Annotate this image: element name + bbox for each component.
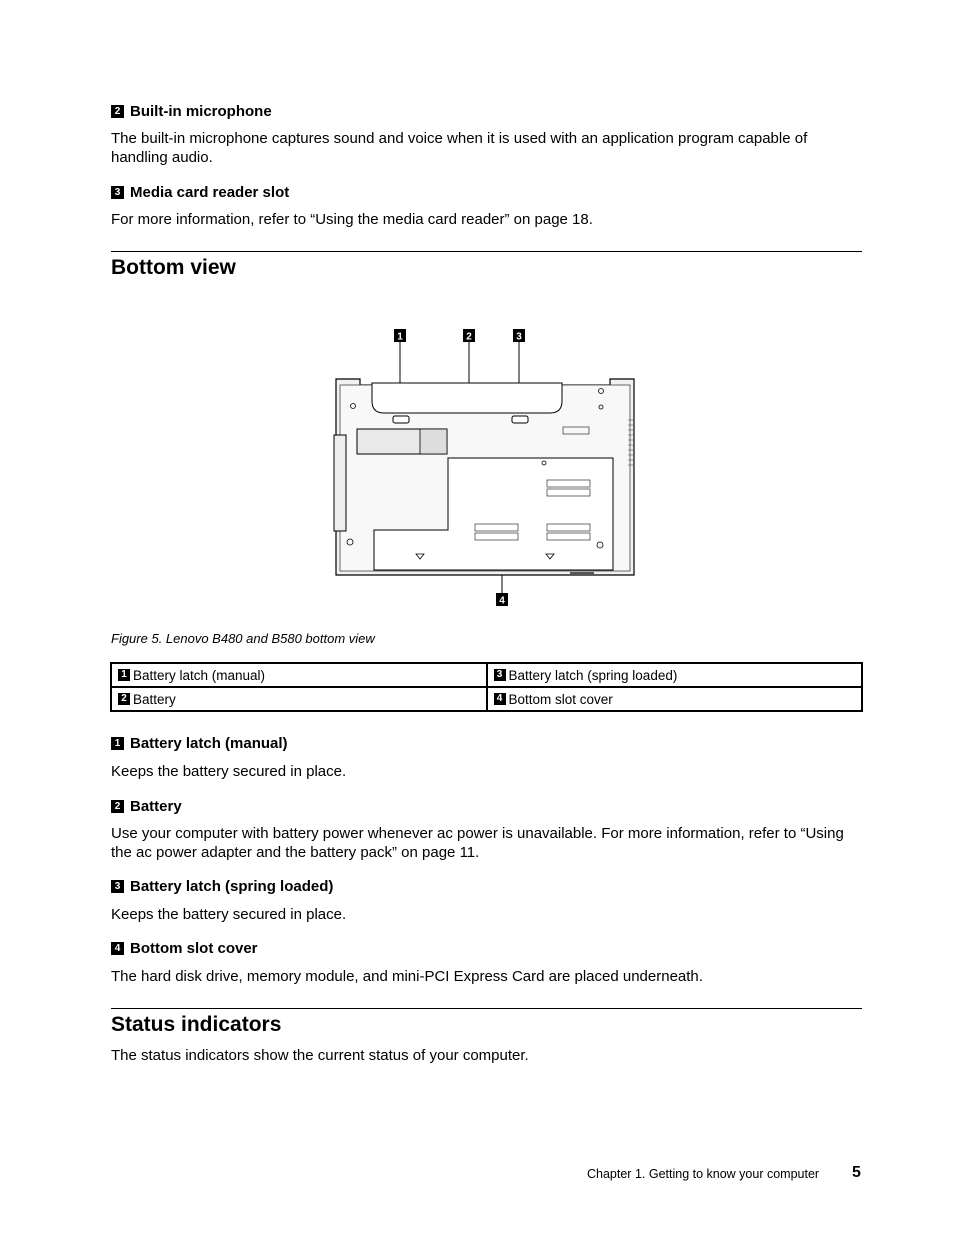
footer-chapter: Chapter 1. Getting to know your computer (587, 1167, 820, 1181)
section-divider (111, 251, 862, 252)
paragraph-status-indicators: The status indicators show the current status of your computer. (111, 1047, 529, 1064)
paragraph-microphone: The built-in microphone captures sound and voice when it is used with an application program capable of handling audio. (111, 130, 808, 166)
callout-number: 3 (111, 880, 124, 893)
callout-2 (463, 329, 475, 343)
callout-1 (394, 329, 406, 343)
section-divider (111, 1008, 862, 1009)
legend-cell: 2 Battery (111, 687, 487, 711)
section-title-bottom-view: Bottom view (111, 256, 236, 279)
table-row (111, 663, 862, 687)
section-title-status-indicators: Status indicators (111, 1013, 282, 1036)
laptop-bottom-view-figure (330, 325, 640, 610)
callout-number: 2 (111, 800, 124, 813)
svg-text:1: 1 (397, 331, 403, 343)
figure-caption: Figure 5. Lenovo B480 and B580 bottom view (111, 631, 375, 646)
callout-number: 2 (111, 105, 124, 118)
legend-cell: 1 Battery latch (manual) (111, 663, 487, 687)
heading-built-in-microphone: 2 Built-in microphone (111, 103, 272, 120)
callout-number: 4 (111, 942, 124, 955)
table-row (111, 687, 862, 711)
heading-battery: 2 Battery (111, 798, 182, 815)
page-number: 5 (852, 1164, 861, 1181)
paragraph-battery: Use your computer with battery power whenever ac power is unavailable. For more information, refer to “Using the ac power adapter and the battery pack” on page 11. (111, 825, 844, 861)
legend-cell: 3 Battery latch (spring loaded) (487, 663, 863, 687)
paragraph-battery-latch-spring: Keeps the battery secured in place. (111, 906, 347, 923)
paragraph-media-card: For more information, refer to “Using the media card reader” on page 18. (111, 211, 593, 228)
paragraph-battery-latch-manual: Keeps the battery secured in place. (111, 763, 347, 780)
svg-text:2: 2 (466, 331, 472, 343)
heading-battery-latch-spring: 3 Battery latch (spring loaded) (111, 878, 333, 895)
heading-media-card-reader: 3 Media card reader slot (111, 184, 289, 201)
heading-bottom-slot-cover: 4 Bottom slot cover (111, 940, 258, 957)
svg-text:4: 4 (499, 595, 505, 607)
svg-text:3: 3 (516, 331, 522, 343)
callout-number: 1 (111, 737, 124, 750)
callout-4 (496, 593, 508, 607)
legend-cell: 4 Bottom slot cover (487, 687, 863, 711)
callout-3 (513, 329, 525, 343)
paragraph-bottom-slot-cover: The hard disk drive, memory module, and mini-PCI Express Card are placed underneath. (111, 968, 703, 985)
heading-battery-latch-manual: 1 Battery latch (manual) (111, 735, 288, 752)
callout-number: 3 (111, 186, 124, 199)
legend-table (110, 662, 863, 712)
